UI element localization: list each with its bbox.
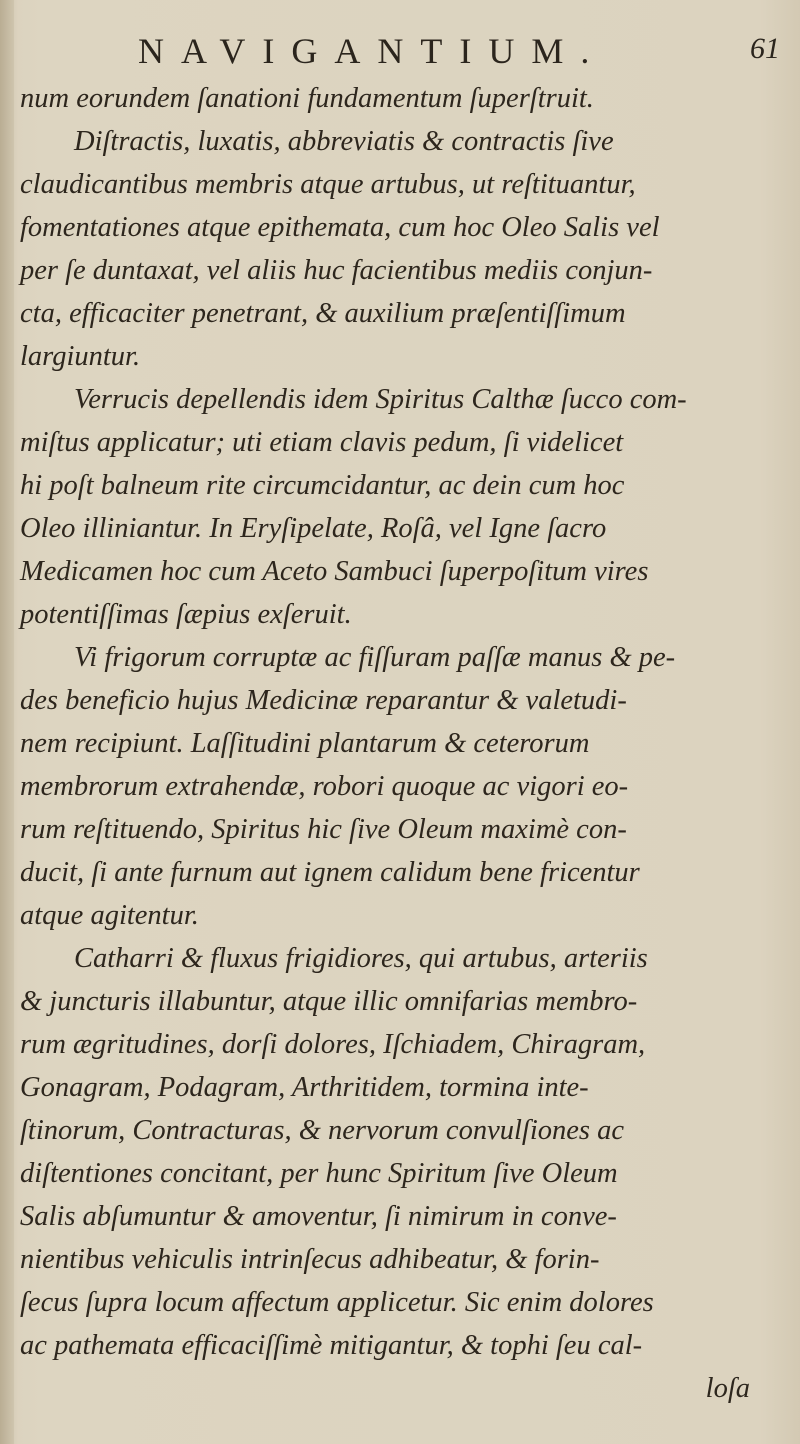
text-line: miſtus applicatur; uti etiam clavis pedum, ſi videlicet xyxy=(20,427,624,458)
text-line: rum reſtituendo, Spiritus hic ſive Oleum maximè con- xyxy=(20,814,627,845)
page-gutter xyxy=(0,0,14,1444)
catchword: loſa xyxy=(705,1373,750,1404)
text-line: nientibus vehiculis intrinſecus adhibeatur, & forin- xyxy=(20,1244,600,1275)
text-line: Diſtractis, luxatis, abbreviatis & contractis ſive xyxy=(74,126,614,157)
text-line: Vi frigorum corruptæ ac fiſſuram paſſæ manus & pe- xyxy=(74,642,676,673)
text-line: rum ægritudines, dorſi dolores, Iſchiadem, Chiragram, xyxy=(20,1029,646,1060)
body-text xyxy=(20,80,790,1420)
text-line: Verrucis depellendis idem Spiritus Calthæ ſucco com- xyxy=(74,384,687,415)
text-line: ac pathemata efficaciſſimè mitigantur, & tophi ſeu cal- xyxy=(20,1330,643,1361)
text-line: des beneficio hujus Medicinæ reparantur & valetudi- xyxy=(20,685,627,716)
text-line: Oleo illiniantur. In Eryſipelate, Roſâ, vel Igne ſacro xyxy=(20,513,607,544)
text-line: ſtinorum, Contracturas, & nervorum convulſiones ac xyxy=(20,1115,624,1146)
text-line: atque agitentur. xyxy=(20,900,199,931)
text-line: ducit, ſi ante furnum aut ignem calidum bene fricentur xyxy=(20,857,640,888)
text-line: ſecus ſupra locum affectum applicetur. Sic enim dolores xyxy=(20,1287,654,1318)
text-line: cta, efficaciter penetrant, & auxilium præſentiſſimum xyxy=(20,298,626,329)
text-line: Gonagram, Podagram, Arthritidem, tormina inte- xyxy=(20,1072,589,1103)
page-number: 61 xyxy=(750,32,780,65)
text-line: claudicantibus membris atque artubus, ut reſtituantur, xyxy=(20,169,636,200)
text-line: nem recipiunt. Laſſitudini plantarum & ceterorum xyxy=(20,728,590,759)
text-line: hi poſt balneum rite circumcidantur, ac dein cum hoc xyxy=(20,470,625,501)
text-line: largiuntur. xyxy=(20,341,141,372)
text-line: Medicamen hoc cum Aceto Sambuci ſuperpoſitum vires xyxy=(20,556,649,587)
text-line: potentiſſimas ſæpius exſeruit. xyxy=(20,599,352,630)
text-line: diſtentiones concitant, per hunc Spiritum ſive Oleum xyxy=(20,1158,618,1189)
text-line: Salis abſumuntur & amoventur, ſi nimirum in conve- xyxy=(20,1201,617,1232)
text-line: fomentationes atque epithemata, cum hoc Oleo Salis vel xyxy=(20,212,660,243)
running-title: NAVIGANTIUM. xyxy=(138,31,607,71)
page-header xyxy=(138,30,788,70)
text-line: & juncturis illabuntur, atque illic omnifarias membro- xyxy=(20,986,638,1017)
text-line: num eorundem ſanationi fundamentum ſuperſtruit. xyxy=(20,83,594,114)
text-line: per ſe duntaxat, vel aliis huc facientibus mediis conjun- xyxy=(20,255,653,286)
text-line: membrorum extrahendæ, robori quoque ac vigori eo- xyxy=(20,771,629,802)
text-line: Catharri & fluxus frigidiores, qui artubus, arteriis xyxy=(74,943,648,974)
